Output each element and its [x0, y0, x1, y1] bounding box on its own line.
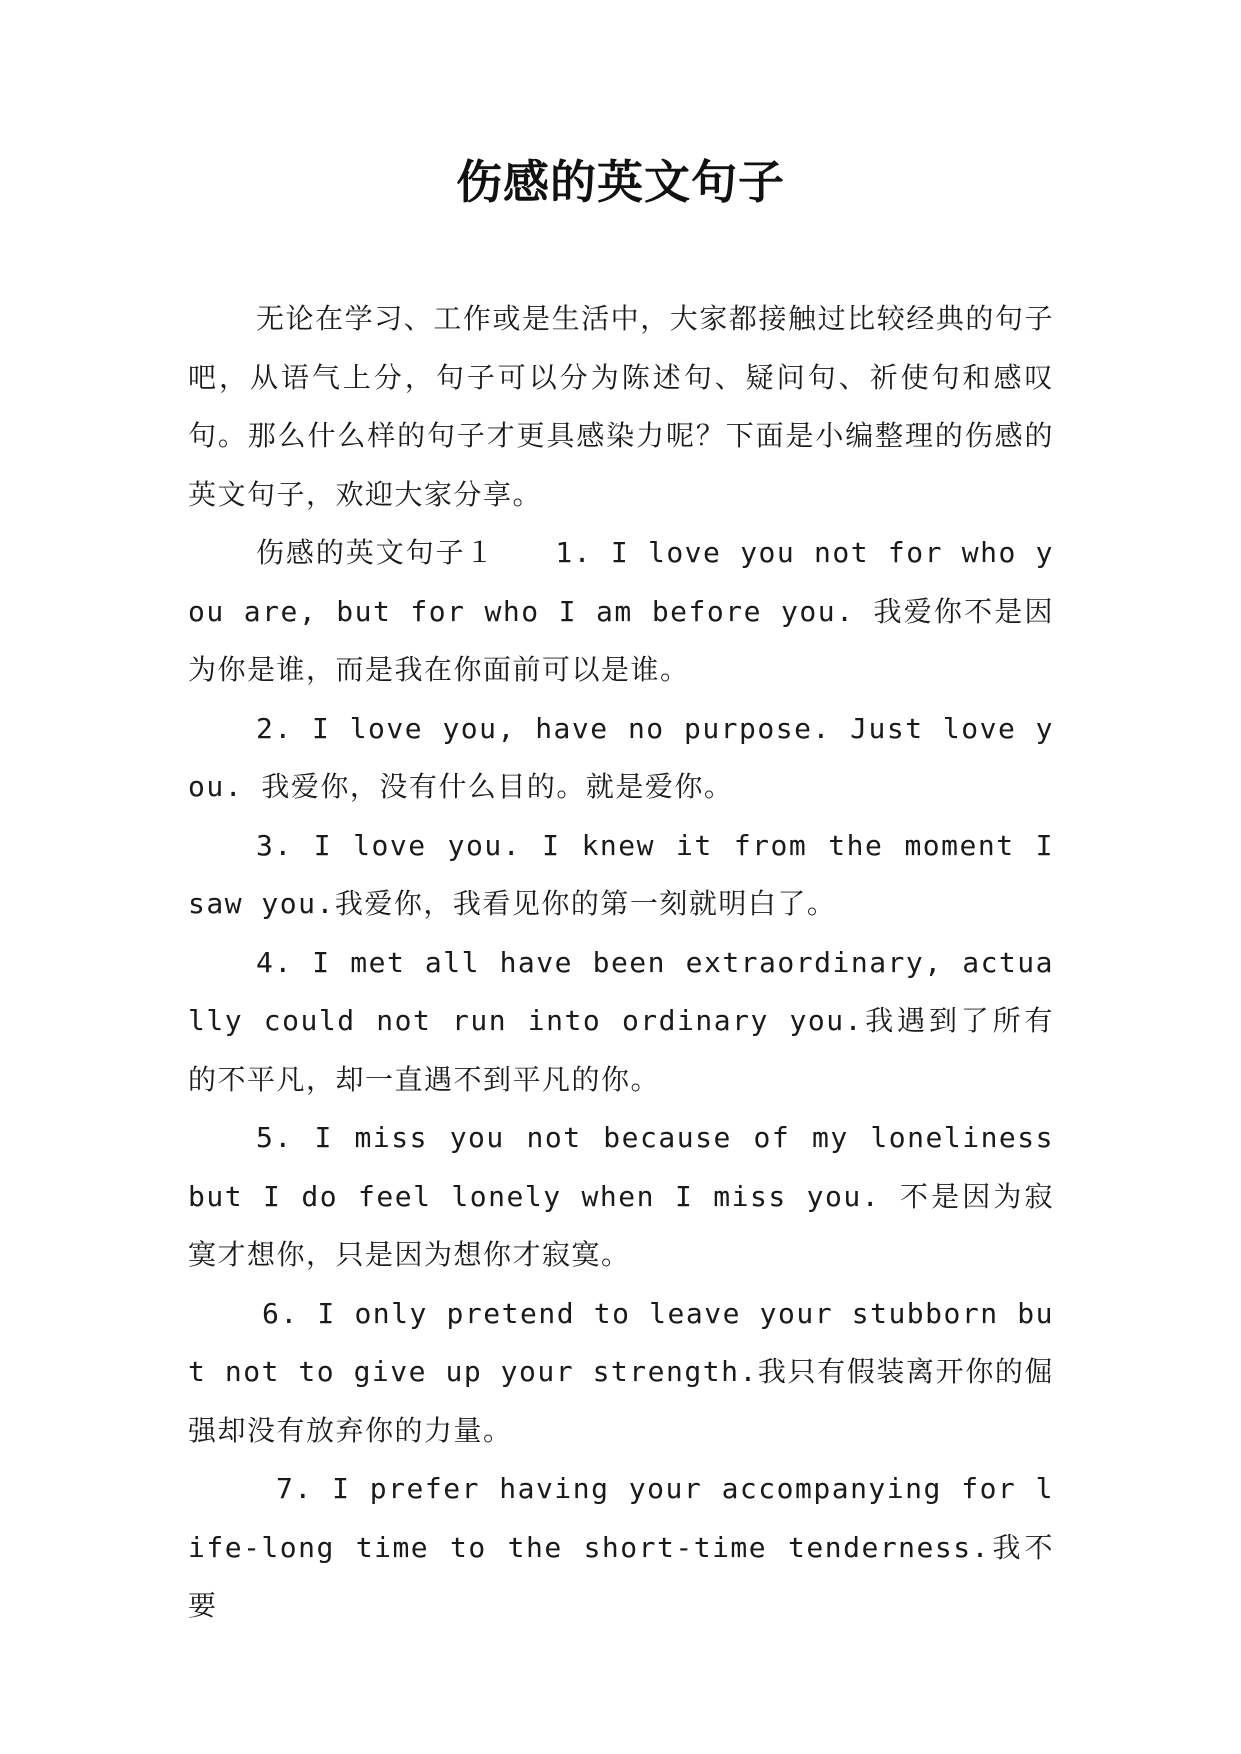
- sentence-item-6: 6. I only pretend to leave your stubborn but not to give up your strength.我只有假装离开你的倔强却没有放弃你的力量。: [188, 1296, 1054, 1447]
- sentence-item-2: 2. I love you, have no purpose. Just love you. 我爱你，没有什么目的。就是爱你。: [188, 711, 1054, 803]
- sentence-item-1: 伤感的英文句子１ 1. I love you not for who you are, but for who I am before you. 我爱你不是因为你是谁，而是我在你面前可以是谁。: [188, 536, 1054, 686]
- document-title: 伤感的英文句子: [456, 155, 785, 209]
- intro-paragraph: 无论在学习、工作或是生活中，大家都接触过比较经典的句子吧，从语气上分，句子可以分为陈述句、疑问句、祈使句和感叹句。那么什么样的句子才更具感染力呢？下面是小编整理的伤感的英文句子，欢迎大家分享。: [188, 302, 1054, 511]
- sentence-item-7: 7. I prefer having your accompanying for life-long time to the short-time tenderness.我不要: [188, 1472, 1054, 1622]
- sentence-item-3: 3. I love you. I knew it from the moment I saw you.我爱你，我看见你的第一刻就明白了。: [188, 828, 1054, 920]
- sentence-item-5: 5. I miss you not because of my loneliness but I do feel lonely when I miss you. 不是因为寂寞才想你，只是因为想你才寂寞。: [188, 1121, 1054, 1271]
- document-body: [188, 290, 1054, 1636]
- sentence-item-4: 4. I met all have been extraordinary, actually could not run into ordinary you.我遇到了所有的不平凡，却一直遇不到平凡的你。: [188, 945, 1054, 1096]
